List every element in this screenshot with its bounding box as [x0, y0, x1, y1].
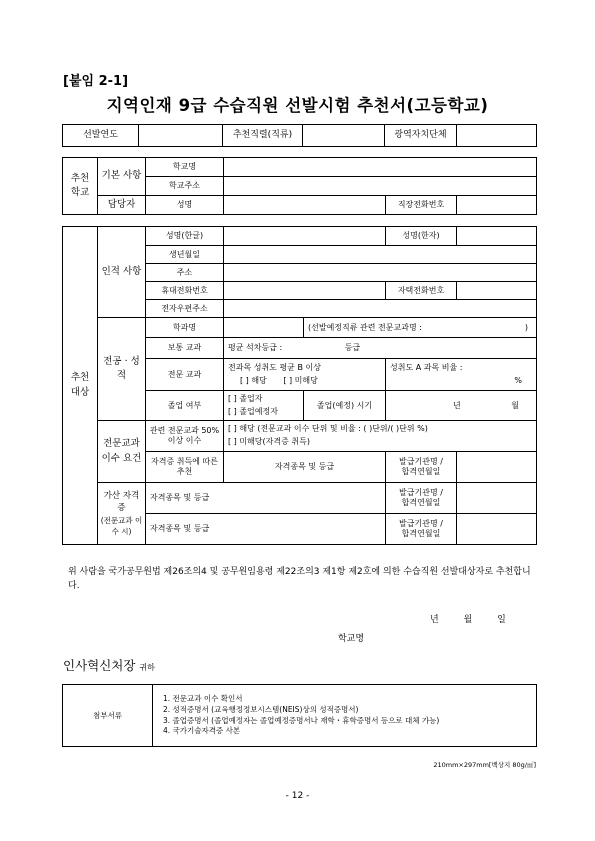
position-value[interactable]	[303, 125, 385, 147]
bonus-cert2-issuer-field[interactable]	[457, 514, 537, 545]
work-phone-field[interactable]	[457, 196, 537, 215]
bonus-cert1-type-label: 자격종목 및 등급	[150, 493, 210, 502]
addressee-name: 인사혁신처장	[63, 658, 136, 673]
special-req-not-applies[interactable]: [ ] 미해당(자격증 취득)	[228, 437, 310, 446]
grad-status-options[interactable]	[224, 391, 304, 421]
dept-label: 학과명	[146, 318, 224, 338]
addressee-suffix: 귀하	[139, 663, 155, 672]
grad-done-checkbox[interactable]: [ ] 졸업자	[228, 393, 263, 403]
special-req-options[interactable]	[224, 421, 537, 452]
major-grade-label: 전공 · 성적	[98, 318, 146, 421]
general-subject-label: 보통 교과	[146, 338, 224, 359]
general-grade-cell[interactable]	[224, 338, 537, 359]
address-label: 주소	[146, 264, 224, 282]
document-title: 지역인재 9급 수습직원 선발시험 추천서(고등학교)	[106, 96, 489, 115]
name-hanja-label: 성명(한자)	[386, 227, 457, 246]
bonus-cert2-issuer-label	[386, 514, 457, 545]
grad-expected-checkbox[interactable]: [ ] 졸업예정자	[228, 406, 278, 416]
home-phone-field[interactable]	[457, 282, 537, 300]
bonus-cert1-cell[interactable]	[146, 483, 386, 514]
grad-month-unit: 월	[511, 400, 519, 410]
special-achievement-cell[interactable]	[224, 359, 386, 391]
grad-time-field[interactable]	[386, 391, 537, 421]
date-line: 년 월 일	[430, 615, 506, 625]
selection-year-value[interactable]	[139, 125, 223, 147]
attachment-item: 1. 전문교과 이수 확인서	[163, 693, 243, 703]
a-ratio-cell[interactable]	[386, 359, 537, 391]
school-address-field[interactable]	[224, 177, 537, 196]
table-spacer	[63, 215, 537, 227]
attachments-list	[153, 685, 537, 747]
paper-spec: 210mm×297mm[백상지 80g/㎡]	[433, 761, 536, 769]
birth-field[interactable]	[224, 246, 537, 264]
name-kor-field[interactable]	[224, 227, 386, 246]
bonus-cert1-issuer-field[interactable]	[457, 483, 537, 514]
recommendation-statement: 위 사람을 국가공무원법 제26조의4 및 공무원임용령 제22조의3 제1항 제2호에 의한 수습직원 선발대상자로 추천합니다.	[68, 567, 531, 591]
cert-type-cell[interactable]	[224, 452, 386, 483]
local-gov-value[interactable]	[457, 125, 537, 147]
school-name-label: 학교명	[146, 158, 224, 177]
bonus-cert-subtitle: (전문교과 이수 시)	[100, 516, 143, 537]
selection-year-label: 선발연도	[63, 125, 139, 147]
addressee	[63, 656, 155, 674]
bonus-cert-label	[98, 483, 146, 545]
grad-year-unit: 년	[452, 400, 461, 410]
dept-note-end: )	[524, 322, 528, 332]
bonus-cert1-issuer-label	[386, 483, 457, 514]
bonus-cert2-type-label: 자격종목 및 등급	[150, 524, 210, 533]
name-kor-label: 성명(한글)	[146, 227, 224, 246]
special-req-label: 전문교과 이수 요건	[98, 421, 146, 483]
bonus-cert2-pass-date-text: 합격연월일	[401, 529, 441, 538]
a-ratio-label: 성취도 A 과목 비율 :	[390, 362, 463, 372]
special-subject-label: 전문 교과	[146, 359, 224, 391]
work-phone-label: 직장전화번호	[386, 196, 457, 215]
grad-status-label: 졸업 여부	[146, 391, 224, 421]
dept-note	[304, 318, 537, 338]
special-line1: 전과목 성취도 평균 B 이상	[228, 362, 321, 372]
manager-name-label: 성명	[146, 196, 224, 215]
school-name-field[interactable]	[224, 158, 537, 177]
personal-info-label: 인적 사항	[98, 227, 146, 318]
school-address-label: 학교주소	[146, 177, 224, 196]
cert-type-label: 자격종목 및 등급	[274, 462, 335, 471]
cert-pass-date-text: 합격연월일	[401, 467, 441, 476]
mobile-label: 휴대전화번호	[146, 282, 224, 300]
dept-field[interactable]	[224, 318, 304, 338]
manager-label: 담당자	[98, 196, 146, 215]
bonus-cert-title: 가산 자격증	[103, 490, 140, 514]
basic-info-label: 기본 사항	[98, 158, 146, 196]
bonus-cert1-issuer-text: 발급기관명 /	[399, 488, 443, 497]
related-subject-label: 관련 전문교과 50% 이상 이수	[146, 421, 224, 452]
school-group-label: 추천 학교	[63, 158, 98, 215]
special-no-checkbox[interactable]: [ ] 미해당	[283, 375, 318, 385]
grad-time-label: 졸업(예정) 시기	[304, 391, 386, 421]
birth-label: 생년월일	[146, 246, 224, 264]
cert-issuer-label	[386, 452, 457, 483]
candidate-group-label: 추천 대상	[63, 227, 98, 545]
attachment-item: 4. 국가기술자격증 사본	[163, 726, 241, 736]
general-grade-label: 평균 석차등급 :	[228, 343, 283, 352]
page-number: - 12 -	[285, 791, 310, 801]
email-label: 전자우편주소	[146, 300, 224, 318]
bonus-cert1-pass-date-text: 합격연월일	[401, 498, 441, 507]
header-table	[62, 124, 537, 147]
cert-rec-label: 자격증 취득에 따른 추천	[146, 452, 224, 483]
address-field[interactable]	[224, 264, 537, 282]
special-yes-checkbox[interactable]: [ ] 해당	[240, 375, 267, 385]
special-req-applies[interactable]: [ ] 해당 (전문교과 이수 단위 및 비율 : ( )단위/( )단위 %)	[228, 424, 428, 434]
cert-issuer-field[interactable]	[457, 452, 537, 483]
bonus-cert2-cell[interactable]	[146, 514, 386, 545]
email-field[interactable]	[224, 300, 537, 318]
home-phone-label: 자택전화번호	[386, 282, 457, 300]
a-ratio-pct: %	[514, 375, 522, 385]
mobile-field[interactable]	[224, 282, 386, 300]
attachment-item: 2. 성적증명서 (교육행정정보시스템(NEIS)상의 성적증명서)	[163, 704, 359, 714]
manager-name-field[interactable]	[224, 196, 386, 215]
attachments-table	[62, 684, 537, 747]
local-gov-label: 광역자치단체	[385, 125, 457, 147]
main-form-table	[62, 157, 537, 545]
name-hanja-field[interactable]	[457, 227, 537, 246]
attachment-label: [붙임 2-1]	[63, 74, 129, 89]
bonus-cert2-issuer-text: 발급기관명 /	[399, 519, 443, 528]
cert-issuer-text: 발급기관명 /	[399, 457, 443, 466]
attachments-label: 첨부서류	[63, 685, 153, 747]
position-label: 추천직렬(직류)	[223, 125, 303, 147]
dept-note-text: (선발예정직류 관련 전문교과명 :	[308, 322, 422, 332]
school-signature: 학교명	[338, 634, 365, 644]
general-grade-unit: 등급	[344, 343, 361, 352]
attachment-item: 3. 졸업증명서 (졸업예정자는 졸업예정증명서나 재학・휴학증명서 등으로 대체 가능)	[163, 715, 440, 725]
